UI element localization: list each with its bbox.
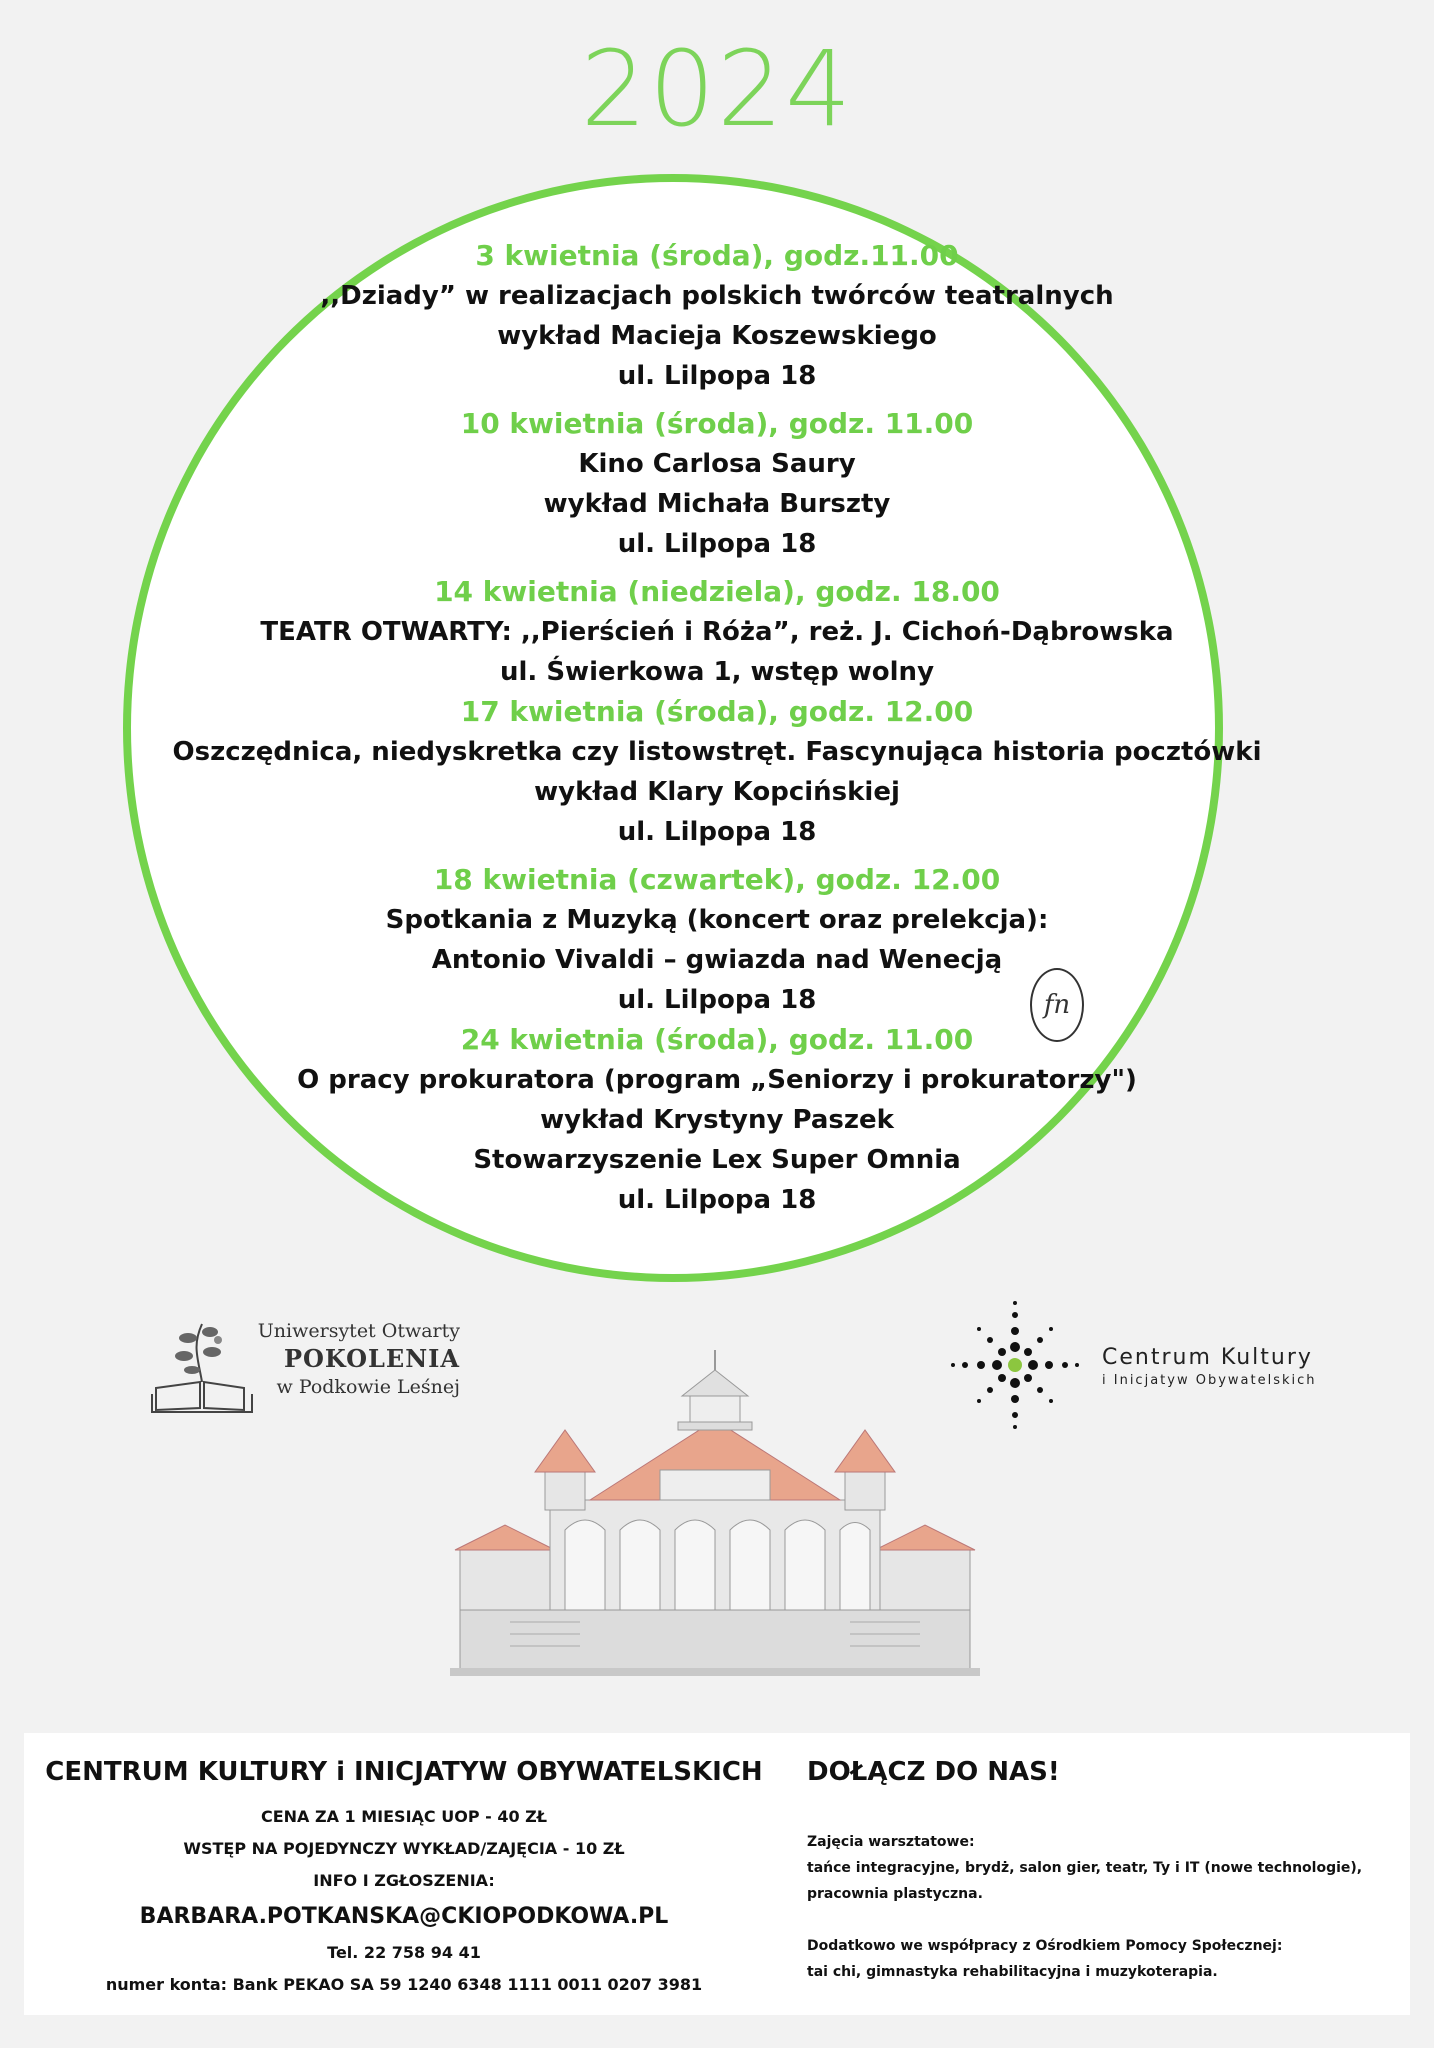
event-title: O pracy prokuratora (program „Seniorzy i prokuratorzy") — [297, 1065, 1137, 1095]
event-organizer: Stowarzyszenie Lex Super Omnia — [473, 1145, 961, 1175]
footer-workshops-label: Zajęcia warsztatowe: — [807, 1834, 975, 1850]
event-subtitle: Antonio Vivaldi – gwiazda nad Wenecją — [431, 945, 1003, 975]
ck-logo — [950, 1300, 1370, 1430]
event-4 — [160, 692, 1274, 852]
building-illustration — [450, 1350, 980, 1700]
event-lecturer: wykład Michała Burszty — [543, 489, 891, 519]
event-address: ul. Lilpopa 18 — [617, 361, 817, 391]
footer-single-entry: WSTĘP NA POJEDYNCZY WYKŁAD/ZAJĘCIA - 10 ZŁ — [183, 1839, 625, 1858]
event-address: ul. Lilpopa 18 — [617, 529, 817, 559]
footer-extra-line: Dodatkowo we współpracy z Ośrodkiem Pomocy Społecznej: — [807, 1938, 1283, 1954]
event-lecturer: wykład Klary Kopcińskiej — [534, 777, 900, 807]
event-address: ul. Lilpopa 18 — [617, 1185, 817, 1215]
footer-org-title: CENTRUM KULTURY i INICJATYW OBYWATELSKICH — [45, 1757, 763, 1787]
year-title: 2024 — [580, 28, 854, 150]
uop-logo — [148, 1318, 468, 1414]
ck-logo-text: Centrum Kultury i Inicjatyw Obywatelskich — [1102, 1345, 1317, 1388]
footer-extra-line: tai chi, gimnastyka rehabilitacyjna i muzykoterapia. — [807, 1964, 1218, 1980]
event-date: 3 kwietnia (środa), godz.11.00 — [475, 239, 959, 272]
event-date: 14 kwietnia (niedziela), godz. 18.00 — [434, 575, 1000, 608]
event-title: Kino Carlosa Saury — [578, 449, 856, 479]
event-title: Spotkania z Muzyką (koncert oraz prelekcja): — [385, 905, 1049, 935]
footer-panel — [24, 1733, 1410, 2015]
event-lecturer: wykład Krystyny Paszek — [540, 1105, 894, 1135]
event-lecturer: wykład Macieja Koszewskiego — [497, 321, 937, 351]
event-title: Oszczędnica, niedyskretka czy listowstręt. Fascynująca historia pocztówki — [172, 737, 1262, 767]
event-5 — [160, 860, 1274, 1020]
event-title: TEATR OTWARTY: ,,Pierścień i Róża”, reż. J. Cichoń-Dąbrowska — [260, 617, 1174, 647]
event-date: 24 kwietnia (środa), godz. 11.00 — [460, 1023, 974, 1056]
event-3 — [160, 572, 1274, 692]
footer-join-title: DOŁĄCZ DO NAS! — [807, 1757, 1060, 1787]
footer-email-link[interactable]: BARBARA.POTKANSKA@CKIOPODKOWA.PL — [139, 1904, 669, 1929]
footer-workshops-line: tańce integracyjne, brydż, salon gier, teatr, Ty i IT (nowe technologie), — [807, 1860, 1363, 1876]
footer-price: CENA ZA 1 MIESIĄC UOP - 40 ZŁ — [260, 1807, 548, 1826]
uop-logo-text: Uniwersytet Otwarty POKOLENIA w Podkowie Leśnej — [257, 1320, 460, 1398]
event-1 — [160, 236, 1274, 396]
event-date: 17 kwietnia (środa), godz. 12.00 — [460, 695, 974, 728]
event-date: 18 kwietnia (czwartek), godz. 12.00 — [433, 863, 1001, 896]
event-6 — [160, 1020, 1274, 1220]
event-address: ul. Lilpopa 18 — [617, 817, 817, 847]
events-list — [160, 236, 1274, 1220]
footer-workshops-line: pracownia plastyczna. — [807, 1886, 983, 1902]
fn-logo: fn — [1030, 968, 1084, 1042]
footer-account: numer konta: Bank PEKAO SA 59 1240 6348 1111 0011 0207 3981 — [105, 1975, 703, 1994]
event-date: 10 kwietnia (środa), godz. 11.00 — [460, 407, 974, 440]
event-address: ul. Świerkowa 1, wstęp wolny — [499, 657, 935, 687]
event-title: ,,Dziady” w realizacjach polskich twórców teatralnych — [320, 281, 1114, 311]
book-plant-icon — [148, 1318, 258, 1414]
footer-join — [807, 1753, 1387, 1985]
event-2 — [160, 404, 1274, 564]
footer-contact — [24, 1753, 784, 2001]
footer-phone: Tel. 22 758 94 41 — [327, 1943, 481, 1962]
event-address: ul. Lilpopa 18 — [617, 985, 817, 1015]
footer-info-label: INFO I ZGŁOSZENIA: — [313, 1871, 495, 1890]
